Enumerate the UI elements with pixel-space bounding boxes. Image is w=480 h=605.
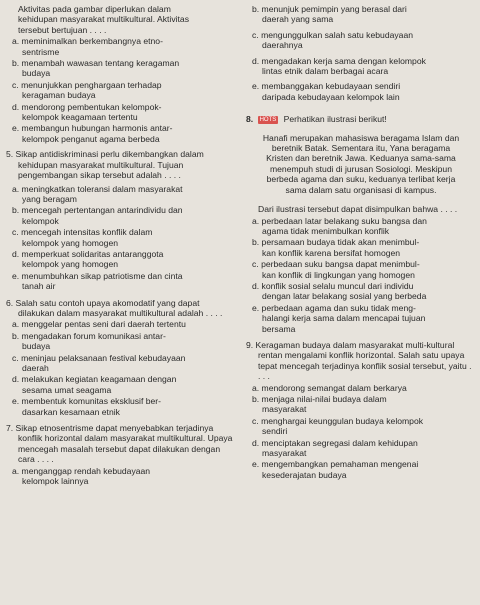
option-c[interactable]: c. menghargai keunggulan budaya kelompok sendiri	[252, 415, 424, 437]
option-c[interactable]: c. perbedaan suku bangsa dapat menimbul- kan konflik di lingkungan yang homogen	[252, 259, 420, 280]
option-d[interactable]: d. memperkuat solidaritas antaranggota kelompok yang homogen	[12, 248, 164, 270]
case-illustration-text: Hanafi merupakan mahasiswa beragama Islam dan beretnik Batak. Sementara itu, Yana beragama Kristen dan beretnik Jawa. Keduanya sama-sama menempuh studi di jurusan Sosiologi. Meskipun berbeda agama dan suku, keduanya terlibat kerja sama dalam satu organisasi di kampus.	[262, 132, 460, 195]
option-e[interactable]: e. membentuk komunitas eksklusif ber- dasarkan kesamaan etnik	[12, 396, 162, 417]
option-b[interactable]: b. mengadakan forum komunikasi antar- budaya	[12, 330, 166, 352]
left-column	[6, 0, 234, 486]
option-e[interactable]: e. membangun hubungan harmonis antar- kelompok penganut agama berbeda	[12, 123, 173, 144]
text-line: kehidupan masyarakat multikultural. Aktivitas	[18, 14, 189, 25]
option-c[interactable]: c. mencegah intensitas konflik dalam kelompok yang homogen	[12, 227, 153, 248]
question-9-options	[246, 383, 474, 481]
option-b[interactable]: b. mencegah pertentangan antarindividu dan kelompok	[12, 205, 183, 226]
option-e[interactable]: e. perbedaan agama dan suku tidak meng- halangi kerja sama dalam mencapai tujuan bersama	[252, 302, 426, 334]
option-a[interactable]: a. meningkatkan toleransi dalam masyarakat yang beragam	[12, 183, 183, 204]
option-e[interactable]: e. mengembangkan pemahaman mengenai kesederajatan budaya	[252, 459, 419, 480]
question-4-options	[6, 36, 234, 144]
option-a[interactable]: a. menganggap rendah kebudayaan kelompok lainnya	[12, 465, 151, 487]
option-a[interactable]: a. mendorong semangat dalam berkarya	[252, 382, 407, 393]
question-4-tail-options	[246, 4, 474, 102]
question-8-stem: Dari ilustrasi tersebut dapat disimpulkan bahwa . . . .	[258, 204, 458, 215]
option-a[interactable]: a. meminimalkan berkembangnya etno- sentrisme	[12, 36, 163, 57]
option-c[interactable]: c. mengunggulkan salah satu kebudayaan daerahnya	[252, 29, 414, 51]
question-5-options	[6, 184, 234, 292]
question-6-stem: 6. Salah satu contoh upaya akomodatif yang dapat dilakukan dalam masyarakat multikultural adalah . . . .	[6, 297, 223, 318]
hots-badge: HOTS	[259, 117, 277, 124]
option-b[interactable]: b. persamaan budaya tidak akan menimbul- kan konflik karena bersifat homogen	[252, 237, 420, 258]
option-d[interactable]: d. mendorong pembentukan kelompok- kelompok keagamaan tertentu	[12, 101, 162, 123]
option-b[interactable]: b. menambah wawasan tentang keragaman budaya	[12, 58, 180, 79]
question-5-stem: 5. Sikap antidiskriminasi perlu dikembangkan dalam kehidupan masyarakat multikultural. Tujuan pengembangan sikap tersebut adalah . . . .	[6, 149, 204, 181]
right-column	[246, 0, 474, 480]
option-e[interactable]: e. membanggakan kebudayaan sendiri daripada kebudayaan kelompok lain	[252, 81, 401, 102]
option-d[interactable]: d. konflik sosial selalu muncul dari individu dengan latar belakang sosial yang berbeda	[252, 280, 427, 302]
option-c[interactable]: c. meninjau pelaksanaan festival kebudayaan daerah	[12, 352, 186, 373]
question-7-stem: 7. Sikap etnosentrisme dapat menyebabkan terjadinya konflik horizontal dalam masyarakat multikultural. Upaya mencegah masalah tersebut dapat dilakukan dengan cara . . . .	[6, 423, 233, 465]
option-b[interactable]: b. menjaga nilai-nilai budaya dalam masyarakat	[252, 394, 387, 415]
option-e[interactable]: e. menumbuhkan sikap patriotisme dan cinta tanah air	[12, 270, 183, 292]
option-d[interactable]: d. mengadakan kerja sama dengan kelompok lintas etnik dalam berbagai acara	[252, 55, 426, 77]
question-6-options	[6, 319, 234, 417]
question-number: 8.	[246, 114, 254, 125]
question-8-options	[246, 216, 474, 334]
option-b[interactable]: b. menunjuk pemimpin yang berasal dari daerah yang sama	[252, 4, 407, 25]
question-9-stem: 9. Keragaman budaya dalam masyarakat multi-kultural rentan mengalami konflik horizontal. Salah satu upaya tepat mencegah terjadinya konflik sosial tersebut, yaitu . . . .	[246, 339, 472, 382]
text-line: tersebut bertujuan . . . .	[18, 24, 107, 35]
option-a[interactable]: a. menggelar pentas seni dari daerah tertentu	[12, 319, 186, 330]
option-a[interactable]: a. perbedaan latar belakang suku bangsa dan agama tidak menimbulkan konflik	[252, 215, 427, 236]
question-8-heading	[246, 114, 474, 124]
option-d[interactable]: d. menciptakan segregasi dalam kehidupan masyarakat	[252, 437, 418, 459]
question-intro: Perhatikan ilustrasi berikut!	[283, 114, 387, 125]
text-line: Aktivitas pada gambar diperlukan dalam	[18, 4, 171, 14]
option-d[interactable]: d. melakukan kegiatan keagamaan dengan sesama umat seagama	[12, 374, 177, 395]
question-7-options	[6, 466, 234, 487]
question-4-tail	[6, 4, 234, 35]
option-c[interactable]: c. menunjukkan penghargaan terhadap keragaman budaya	[12, 79, 162, 101]
